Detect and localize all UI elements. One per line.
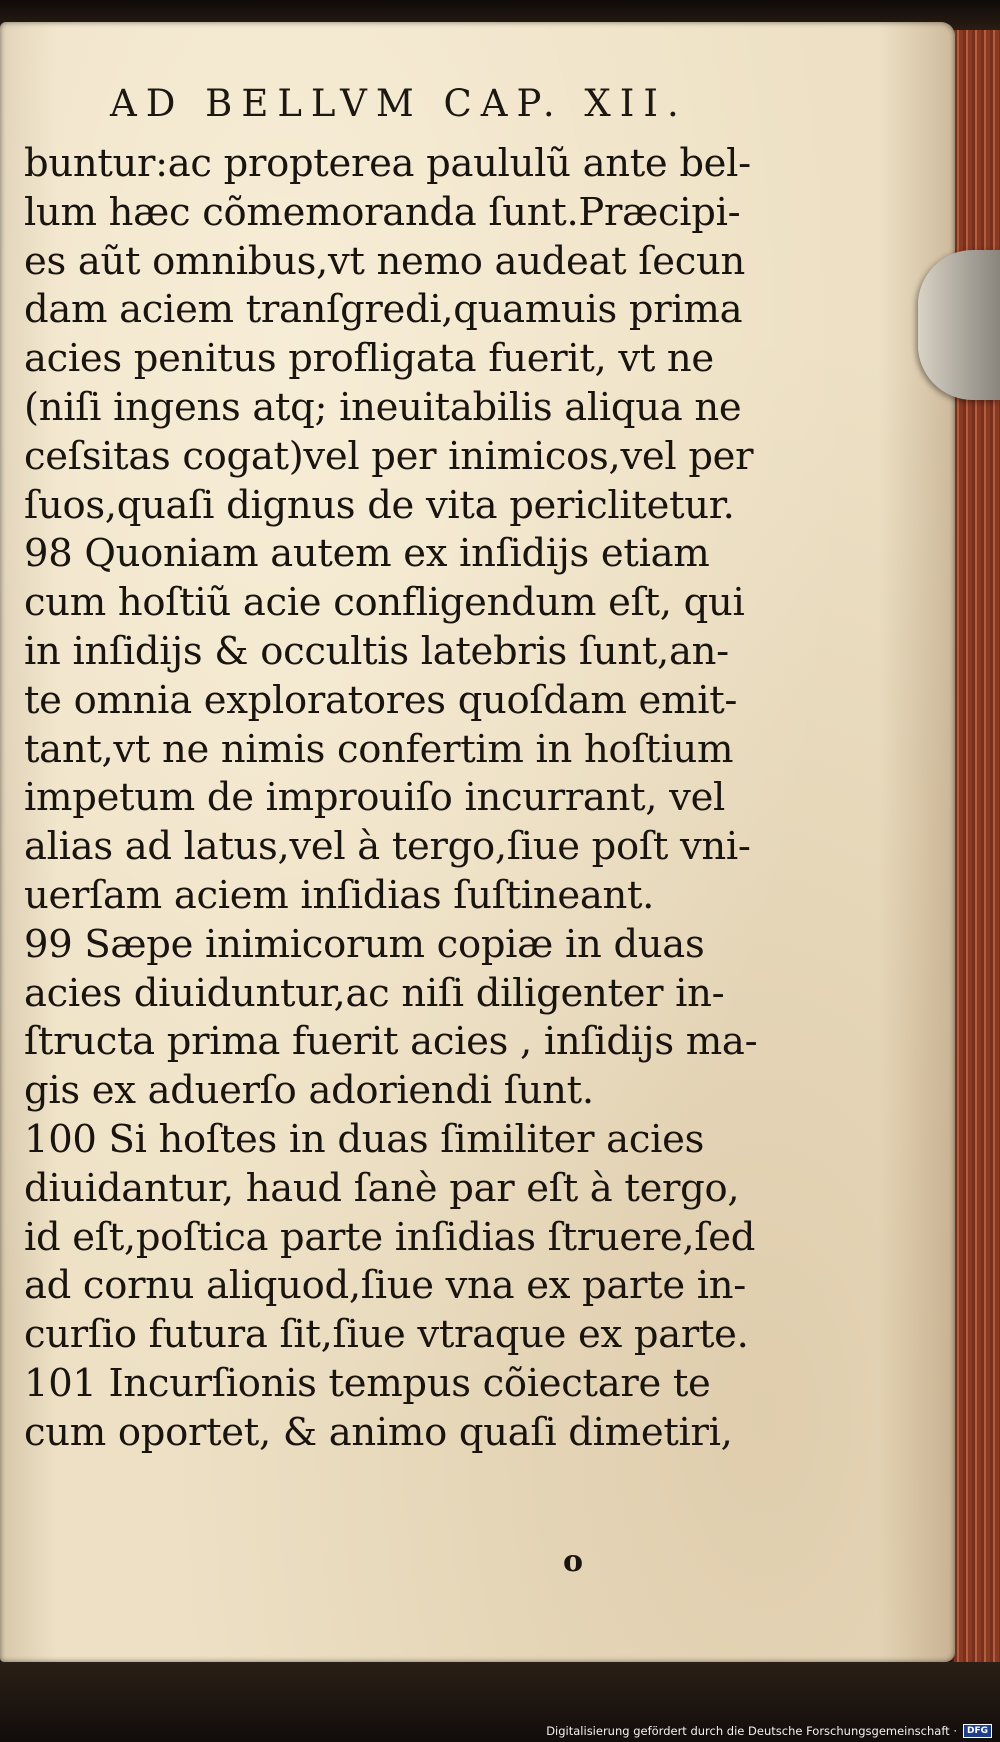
digitization-credit bbox=[546, 1724, 992, 1738]
page-text-block bbox=[24, 140, 758, 1458]
text-line: es aũt omnibus,vt nemo audeat ſecun bbox=[24, 238, 745, 284]
text-line: uerſam aciem inſidias ſuſtineant. bbox=[24, 872, 655, 918]
text-line: lum hæc cõmemoranda ſunt.Præcipi- bbox=[24, 189, 741, 235]
page-holder-clip bbox=[918, 250, 1000, 400]
text-line: te omnia exploratores quoſdam emit- bbox=[24, 677, 738, 723]
text-line: (niſi ingens atq; ineuitabilis aliqua ne bbox=[24, 384, 742, 430]
text-line: acies diuiduntur,ac niſi diligenter in- bbox=[24, 970, 725, 1016]
text-line: impetum de improuiſo incurrant, vel bbox=[24, 775, 726, 821]
text-line: ſtructa prima fuerit acies , inſidijs ma- bbox=[24, 1019, 758, 1065]
text-line: 98 Quoniam autem ex inſidijs etiam bbox=[24, 531, 710, 577]
dfg-logo-icon: DFG bbox=[963, 1724, 992, 1738]
signature-mark: o bbox=[563, 1544, 584, 1579]
text-line: id eſt,poſtica parte inſidias ſtruere,ſed bbox=[24, 1214, 756, 1260]
text-line: ad cornu aliquod,ſiue vna ex parte in- bbox=[24, 1263, 746, 1309]
text-line: curſio futura ſit,ſiue vtraque ex parte. bbox=[24, 1312, 749, 1358]
credit-text: Digitalisierung gefördert durch die Deutsche Forschungsgemeinschaft · bbox=[546, 1724, 957, 1738]
text-line: cum hoſtiũ acie confligendum eſt, qui bbox=[24, 580, 745, 626]
text-line: alias ad latus,vel à tergo,ſiue poſt vni- bbox=[24, 824, 751, 870]
text-line: in inſidijs & occultis latebris ſunt,an- bbox=[24, 628, 729, 674]
text-line: acies penitus profligata fuerit, vt ne bbox=[24, 336, 714, 382]
text-line: tant,vt ne nimis confertim in hoſtium bbox=[24, 726, 734, 772]
running-head: AD BELLVM CAP. XII. bbox=[110, 82, 688, 125]
text-line: 101 Incurſionis tempus cõiectare te bbox=[24, 1360, 711, 1406]
text-line: diuidantur, haud ſanè par eſt à tergo, bbox=[24, 1165, 740, 1211]
text-line: ceſsitas cogat)vel per inimicos,vel per bbox=[24, 433, 754, 479]
text-line: ſuos,quaſi dignus de vita periclitetur. bbox=[24, 482, 735, 528]
text-line: 100 Si hoſtes in duas ſimiliter acies bbox=[24, 1116, 705, 1162]
text-line: buntur:ac propterea paululũ ante bel- bbox=[24, 141, 751, 186]
text-line: gis ex aduerſo adoriendi ſunt. bbox=[24, 1068, 594, 1114]
text-line: cum oportet, & animo quaſi dimetiri, bbox=[24, 1409, 733, 1455]
text-line: dam aciem tranſgredi,quamuis prima bbox=[24, 287, 743, 333]
text-line: 99 Sæpe inimicorum copiæ in duas bbox=[24, 921, 705, 967]
